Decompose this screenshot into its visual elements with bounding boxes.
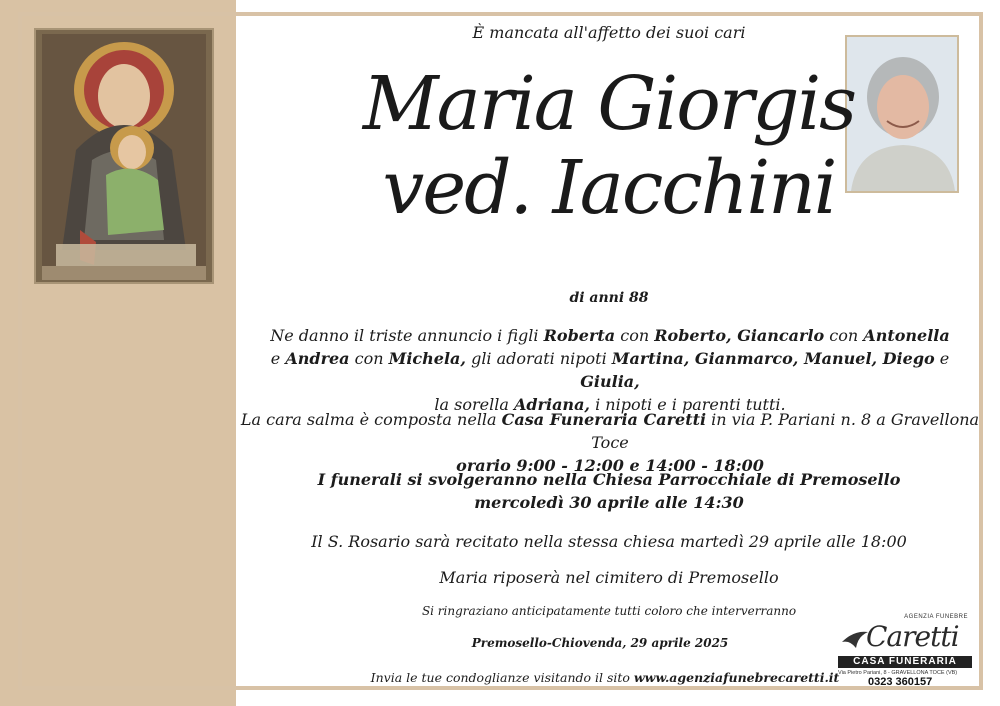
rosary-info: Il S. Rosario sarà recitato nella stessa chiesa martedì 29 aprile alle 18:00 [311, 532, 907, 551]
text-fragment: e [270, 349, 286, 368]
logo-bar: CASA FUNERARIA [838, 656, 972, 668]
viewing-info [240, 408, 980, 477]
funeral-agency-logo [838, 614, 978, 690]
madonna-icon-image [34, 28, 214, 284]
funeral-datetime: mercoledì 30 aprile alle 14:30 [474, 493, 744, 512]
intro-line: È mancata all'affetto dei suoi cari [472, 23, 746, 42]
deceased-name [238, 60, 980, 232]
name-bold: Michela, [388, 349, 466, 368]
text-fragment: La cara salma è composta nella [240, 410, 502, 429]
name-bold: Roberto, Giancarlo [654, 326, 825, 345]
viewing-hours: orario 9:00 - 12:00 e 14:00 - 18:00 [456, 456, 764, 475]
name-bold: Andrea [285, 349, 350, 368]
logo-agency-label: AGENZIA FUNEBRE [904, 614, 968, 620]
text-fragment: la sorella [434, 395, 514, 414]
text-fragment: Invia le tue condoglianze visitando il sito [370, 670, 634, 685]
name-bold: Giulia, [580, 372, 640, 391]
thanks-line: Si ringraziano anticipatamente tutti coloro che interverranno [421, 604, 797, 618]
name-bold: Antonella [863, 326, 950, 345]
madonna-painting-icon [36, 30, 212, 282]
name-bold: Roberta [543, 326, 616, 345]
name-line-1: Maria Giorgis [362, 61, 856, 147]
name-line-2: ved. Iacchini [382, 145, 836, 231]
text-fragment: in via P. Pariani n. 8 a Gravellona Toce [591, 410, 980, 452]
logo-phone: 0323 360157 [868, 676, 933, 688]
funeral-place: I funerali si svolgeranno nella Chiesa Parrocchiale di Premosello [317, 470, 901, 489]
text-fragment: con [349, 349, 389, 368]
name-bold: Martina, Gianmarco, Manuel, Diego [611, 349, 935, 368]
text-fragment: con [824, 326, 864, 345]
place-date: Premosello-Chiovenda, 29 aprile 2025 [471, 636, 729, 650]
name-bold: Adriana, [513, 395, 590, 414]
condolences-line [300, 670, 910, 685]
logo-address: Via Pietro Pariani, 8 - GRAVELLONA TOCE (VB) [838, 670, 958, 676]
text-fragment: Ne danno il triste annuncio i figli [270, 326, 544, 345]
text-fragment: con [615, 326, 655, 345]
logo-script: Caretti [866, 620, 959, 653]
funeral-home-name: Casa Funeraria Caretti [501, 410, 707, 429]
text-fragment: gli adorati nipoti [465, 349, 612, 368]
text-fragment: i nipoti e i parenti tutti. [590, 395, 786, 414]
age-line: di anni 88 [569, 290, 649, 306]
cemetery-info: Maria riposerà nel cimitero di Premosello [439, 568, 779, 587]
funeral-info [238, 468, 980, 514]
text-fragment: e [934, 349, 950, 368]
website-link[interactable]: www.agenziafunebrecaretti.it [633, 670, 840, 685]
family-announcement [250, 324, 970, 416]
